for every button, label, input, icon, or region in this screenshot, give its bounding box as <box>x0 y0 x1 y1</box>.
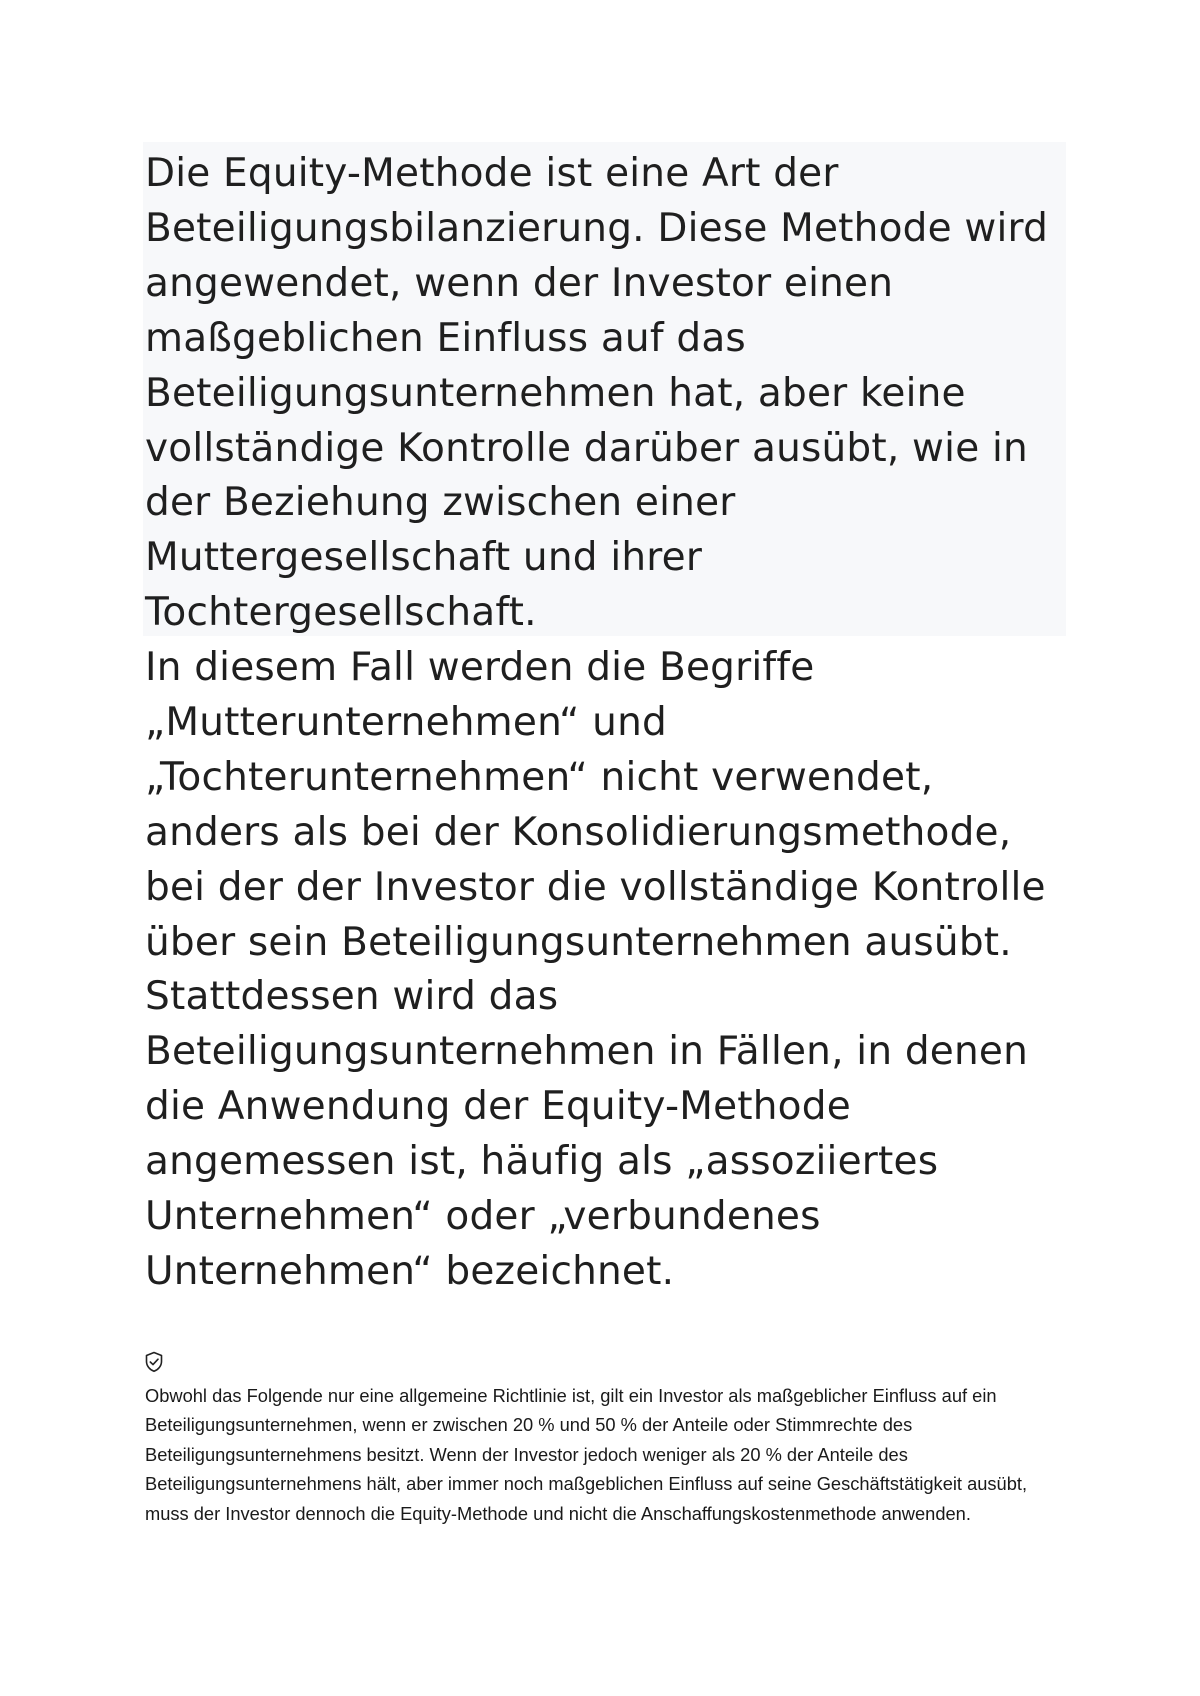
paragraph-terminology: In diesem Fall werden die Begriffe „Mutterunternehmen“ und „Tochterunternehmen“ nicht verwendet, anders als bei der Konsolidierungsmethode, bei der der Investor die vollständige Kontrolle über sein Beteiligungsunternehmen ausübt. Stattdessen wird das Beteiligungsunternehmen in Fällen, in denen die Anwendung der Equity-Methode angemessen ist, häufig als „assoziiertes Unternehmen“ oder „verbundenes Unternehmen“ bezeichnet. <box>145 645 1046 1294</box>
shield-check-icon <box>144 1351 164 1373</box>
paragraph-guideline: Obwohl das Folgende nur eine allgemeine Richtlinie ist, gilt ein Investor als maßgeblicher Einfluss auf ein Beteiligungsunternehmen, wenn er zwischen 20 % und 50 % der Anteile oder Stimmrechte des Beteiligungsunternehmens besitzt. Wenn der Investor jedoch weniger als 20 % der Anteile des Beteiligungsunternehmens hält, aber immer noch maßgeblichen Einfluss auf seine Geschäftstätigkeit ausübt, muss der Investor dennoch die Equity-Methode und nicht die Anschaffungskostenmethode anwenden. <box>145 1385 1028 1524</box>
paragraph-equity-method-definition: Die Equity-Methode ist eine Art der Beteiligungsbilanzierung. Diese Methode wird angewendet, wenn der Investor einen maßgeblichen Einfluss auf das Beteiligungsunternehmen hat, aber keine vollständige Kontrolle darüber ausübt, wie in der Beziehung zwischen einer Muttergesellschaft und ihrer Tochtergesellschaft. <box>145 151 1049 636</box>
